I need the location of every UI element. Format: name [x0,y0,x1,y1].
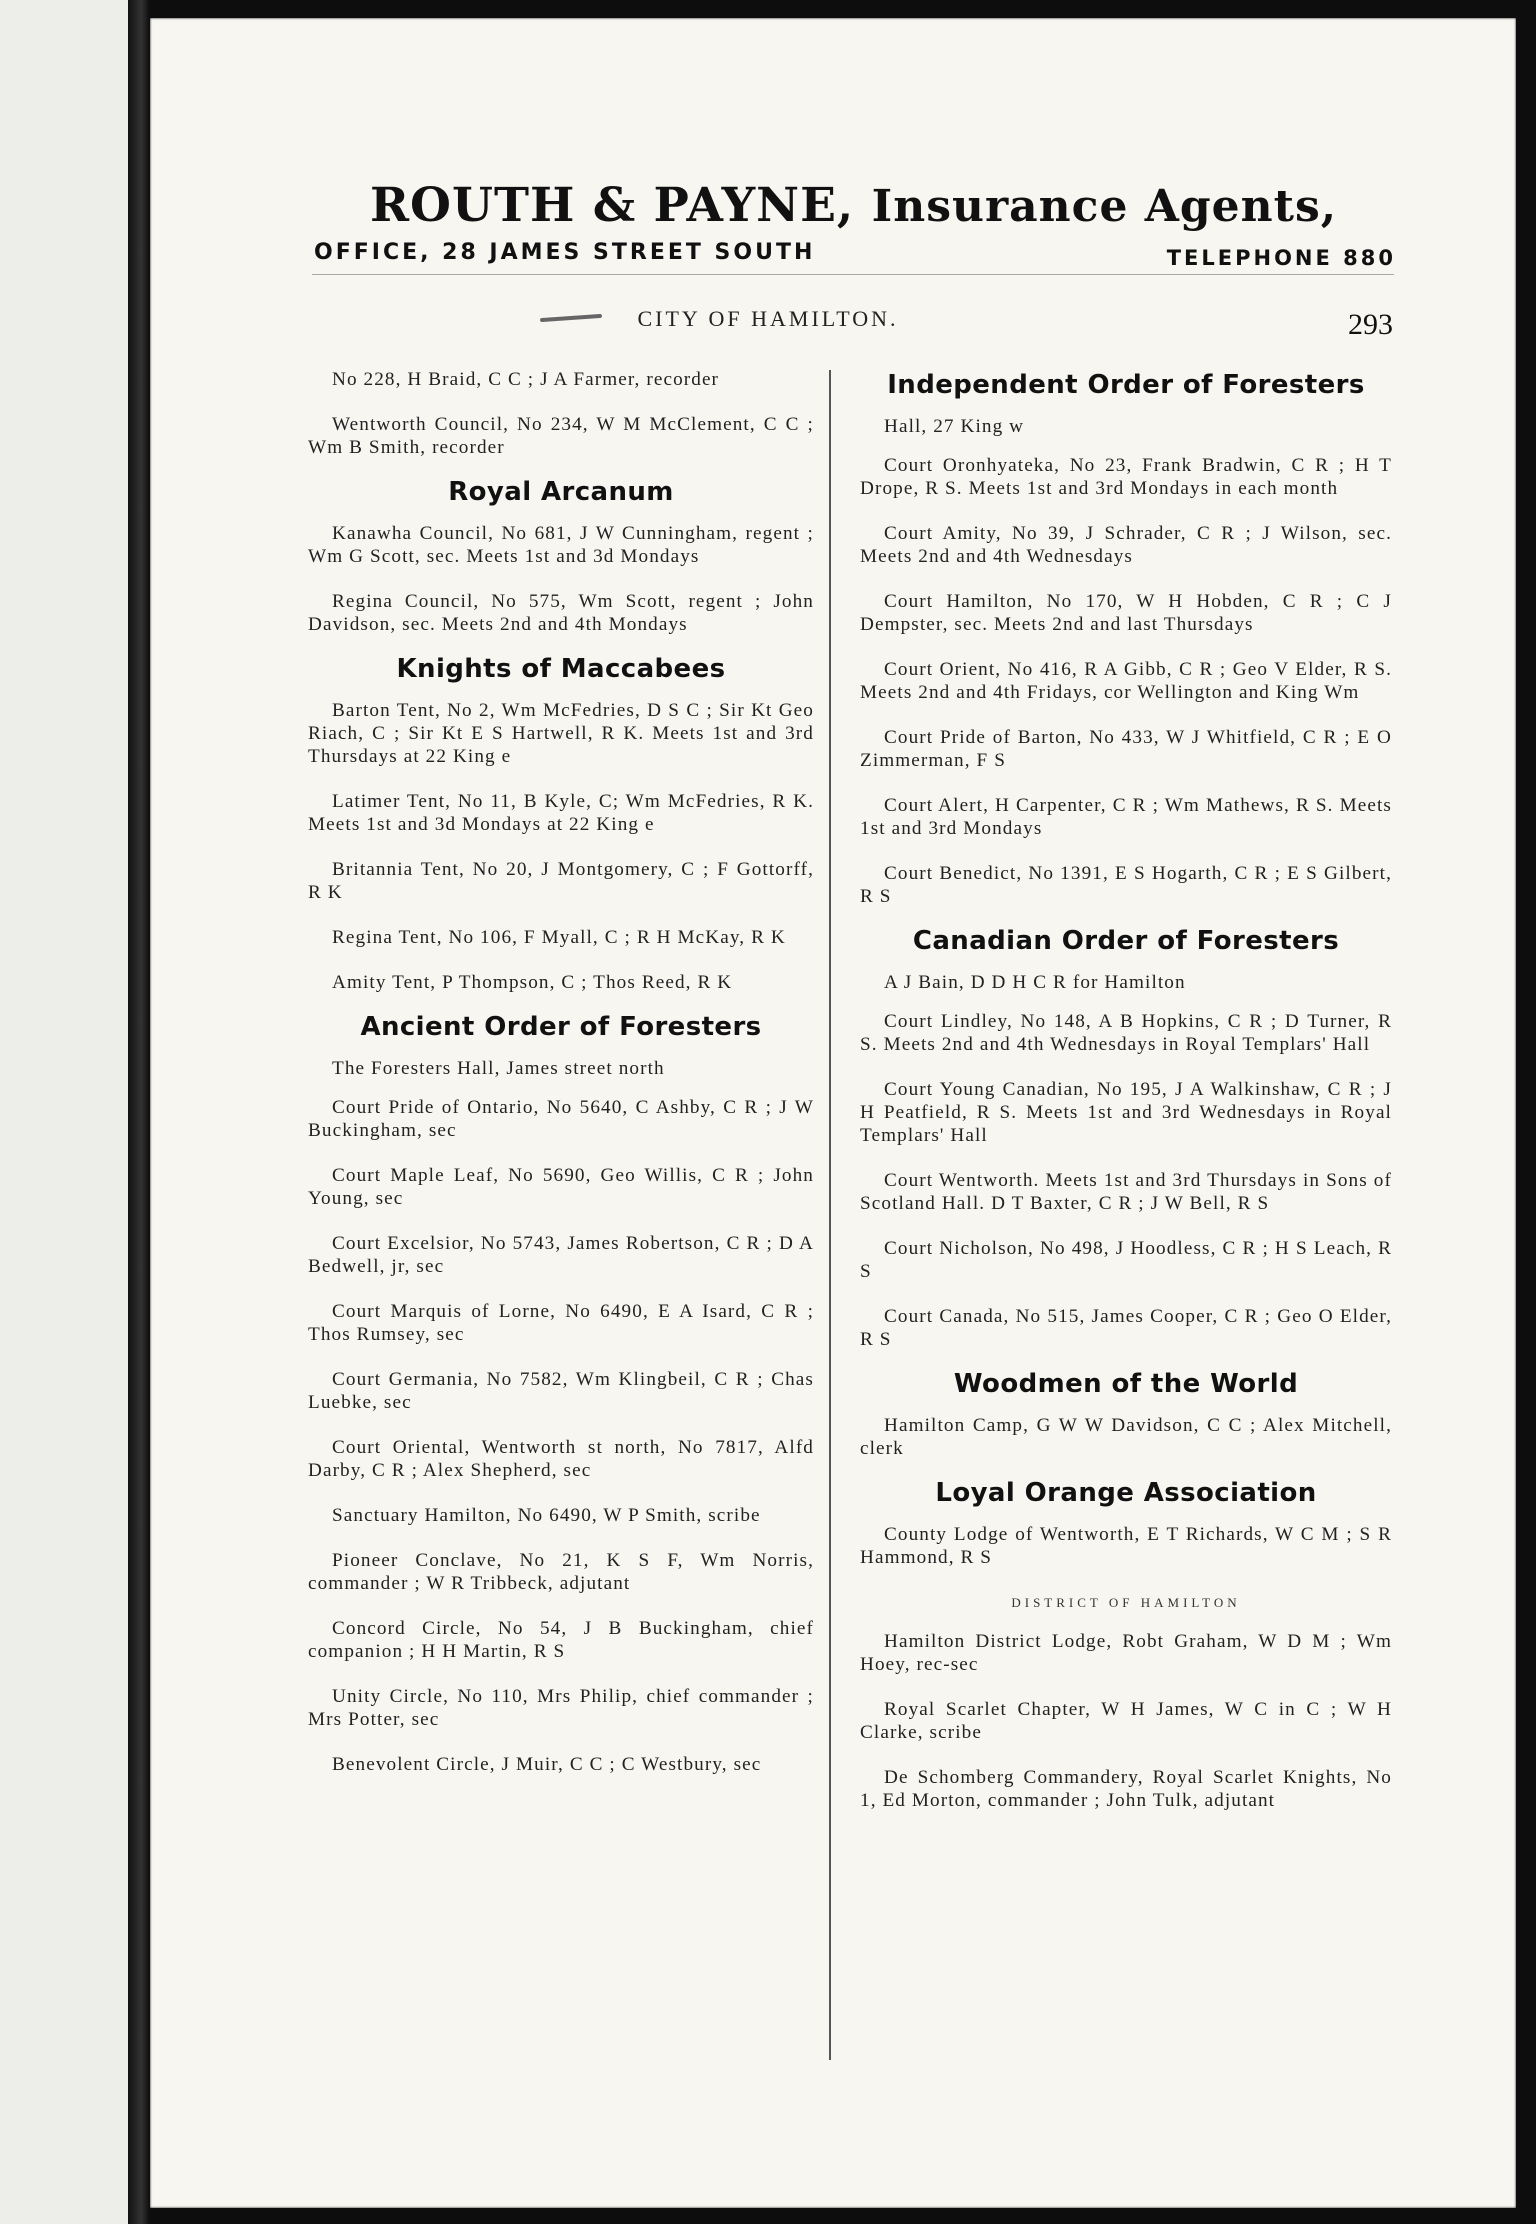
right-column [860,368,1392,1834]
running-head: CITY OF HAMILTON. [637,306,899,331]
directory-entry: De Schomberg Commandery, Royal Scarlet Knights, No 1, Ed Morton, commander ; John Tulk, adjutant [860,1767,1392,1811]
left-column [308,368,814,1798]
section-heading: Independent Order of Foresters [887,370,1365,400]
directory-entry: Court Oriental, Wentworth st north, No 7817, Alfd Darby, C R ; Alex Shepherd, sec [308,1437,814,1481]
section-location: A J Bain, D D H C R for Hamilton [884,972,1186,993]
directory-entry: Latimer Tent, No 11, B Kyle, C; Wm McFedries, R K. Meets 1st and 3d Mondays at 22 King e [308,791,814,835]
directory-entry: Court Excelsior, No 5743, James Robertson, C R ; D A Bedwell, jr, sec [308,1233,814,1277]
directory-entry: Regina Council, No 575, Wm Scott, regent ; John Davidson, sec. Meets 2nd and 4th Mondays [308,591,814,635]
directory-entry: Court Benedict, No 1391, E S Hogarth, C R ; E S Gilbert, R S [860,863,1392,907]
directory-entry: Concord Circle, No 54, J B Buckingham, chief companion ; H H Martin, R S [308,1618,814,1662]
section-heading: Knights of Maccabees [396,654,726,684]
column-divider [829,370,831,2060]
directory-entry: No 228, H Braid, C C ; J A Farmer, recorder [332,369,720,390]
advertisement-rule [312,274,1394,275]
directory-entry: Court Oronhyateka, No 23, Frank Bradwin, C R ; H T Drope, R S. Meets 1st and 3rd Mondays in each month [860,455,1392,499]
scan-top-band [0,0,1536,18]
directory-entry: Court Canada, No 515, James Cooper, C R ; Geo O Elder, R S [860,1306,1392,1350]
facing-page-strip [0,0,128,2224]
advertisement-title [370,178,1370,233]
directory-entry: Amity Tent, P Thompson, C ; Thos Reed, R K [332,972,733,993]
directory-entry: Unity Circle, No 110, Mrs Philip, chief commander ; Mrs Potter, sec [308,1686,814,1730]
section-heading: Woodmen of the World [953,1369,1299,1399]
directory-entry: Sanctuary Hamilton, No 6490, W P Smith, scribe [332,1505,761,1526]
directory-entry: Court Nicholson, No 498, J Hoodless, C R ; H S Leach, R S [860,1238,1392,1282]
section-subheading: DISTRICT OF HAMILTON [1011,1595,1241,1610]
section-heading: Loyal Orange Association [935,1478,1317,1508]
advertisement-telephone: TELEPHONE 880 [1166,246,1396,270]
directory-entry: Court Young Canadian, No 195, J A Walkinshaw, C R ; J H Peatfield, R S. Meets 1st and 3rd Wednesdays in Royal Templars' Hall [860,1079,1392,1146]
directory-entry: Regina Tent, No 106, F Myall, C ; R H McKay, R K [332,927,786,948]
section-location: Hall, 27 King w [884,416,1025,437]
directory-entry: Hamilton District Lodge, Robt Graham, W D M ; Wm Hoey, rec-sec [860,1631,1392,1675]
directory-entry: Court Germania, No 7582, Wm Klingbeil, C R ; Chas Luebke, sec [308,1369,814,1413]
section-heading: Canadian Order of Foresters [912,926,1340,956]
directory-entry: Court Lindley, No 148, A B Hopkins, C R ; D Turner, R S. Meets 2nd and 4th Wednesdays in Royal Templars' Hall [860,1011,1392,1055]
directory-entry: Court Hamilton, No 170, W H Hobden, C R ; C J Dempster, sec. Meets 2nd and last Thursdays [860,591,1392,635]
directory-entry: Court Marquis of Lorne, No 6490, E A Isard, C R ; Thos Rumsey, sec [308,1301,814,1345]
advertisement-office: OFFICE, 28 JAMES STREET SOUTH [314,240,816,265]
directory-entry: Wentworth Council, No 234, W M McClement, C C ; Wm B Smith, recorder [308,414,814,458]
directory-entry: Pioneer Conclave, No 21, K S F, Wm Norris, commander ; W R Tribbeck, adjutant [308,1550,814,1594]
directory-entry: Court Maple Leaf, No 5690, Geo Willis, C R ; John Young, sec [308,1165,814,1209]
directory-entry: County Lodge of Wentworth, E T Richards, W C M ; S R Hammond, R S [860,1524,1392,1568]
directory-entry: Hamilton Camp, G W W Davidson, C C ; Alex Mitchell, clerk [860,1415,1392,1459]
directory-entry: Court Pride of Ontario, No 5640, C Ashby, C R ; J W Buckingham, sec [308,1097,814,1141]
directory-entry: Court Amity, No 39, J Schrader, C R ; J Wilson, sec. Meets 2nd and 4th Wednesdays [860,523,1392,567]
section-location: The Foresters Hall, James street north [332,1058,665,1079]
section-heading: Ancient Order of Foresters [360,1012,762,1042]
directory-entry: Kanawha Council, No 681, J W Cunningham, regent ; Wm G Scott, sec. Meets 1st and 3d Mondays [308,523,814,567]
advertisement-firm: ROUTH & PAYNE, [370,178,855,233]
directory-entry: Court Wentworth. Meets 1st and 3rd Thursdays in Sons of Scotland Hall. D T Baxter, C R ; J W Bell, R S [860,1170,1392,1214]
directory-entry: Court Orient, No 416, R A Gibb, C R ; Geo V Elder, R S. Meets 2nd and 4th Fridays, cor Wellington and King Wm [860,659,1392,703]
book-gutter [128,0,150,2224]
directory-entry: Benevolent Circle, J Muir, C C ; C Westbury, sec [332,1754,762,1775]
directory-entry: Court Alert, H Carpenter, C R ; Wm Mathews, R S. Meets 1st and 3rd Mondays [860,795,1392,839]
page-number: 293 [1348,308,1393,341]
directory-entry: Court Pride of Barton, No 433, W J Whitfield, C R ; E O Zimmerman, F S [860,727,1392,771]
directory-entry: Royal Scarlet Chapter, W H James, W C in C ; W H Clarke, scribe [860,1699,1392,1743]
directory-entry: Barton Tent, No 2, Wm McFedries, D S C ; Sir Kt Geo Riach, C ; Sir Kt E S Hartwell, R K. Meets 1st and 3rd Thursdays at 22 King e [308,700,814,767]
advertisement-trade: Insurance Agents, [871,181,1338,232]
section-heading: Royal Arcanum [448,477,674,507]
directory-entry: Britannia Tent, No 20, J Montgomery, C ; F Gottorff, R K [308,859,814,903]
